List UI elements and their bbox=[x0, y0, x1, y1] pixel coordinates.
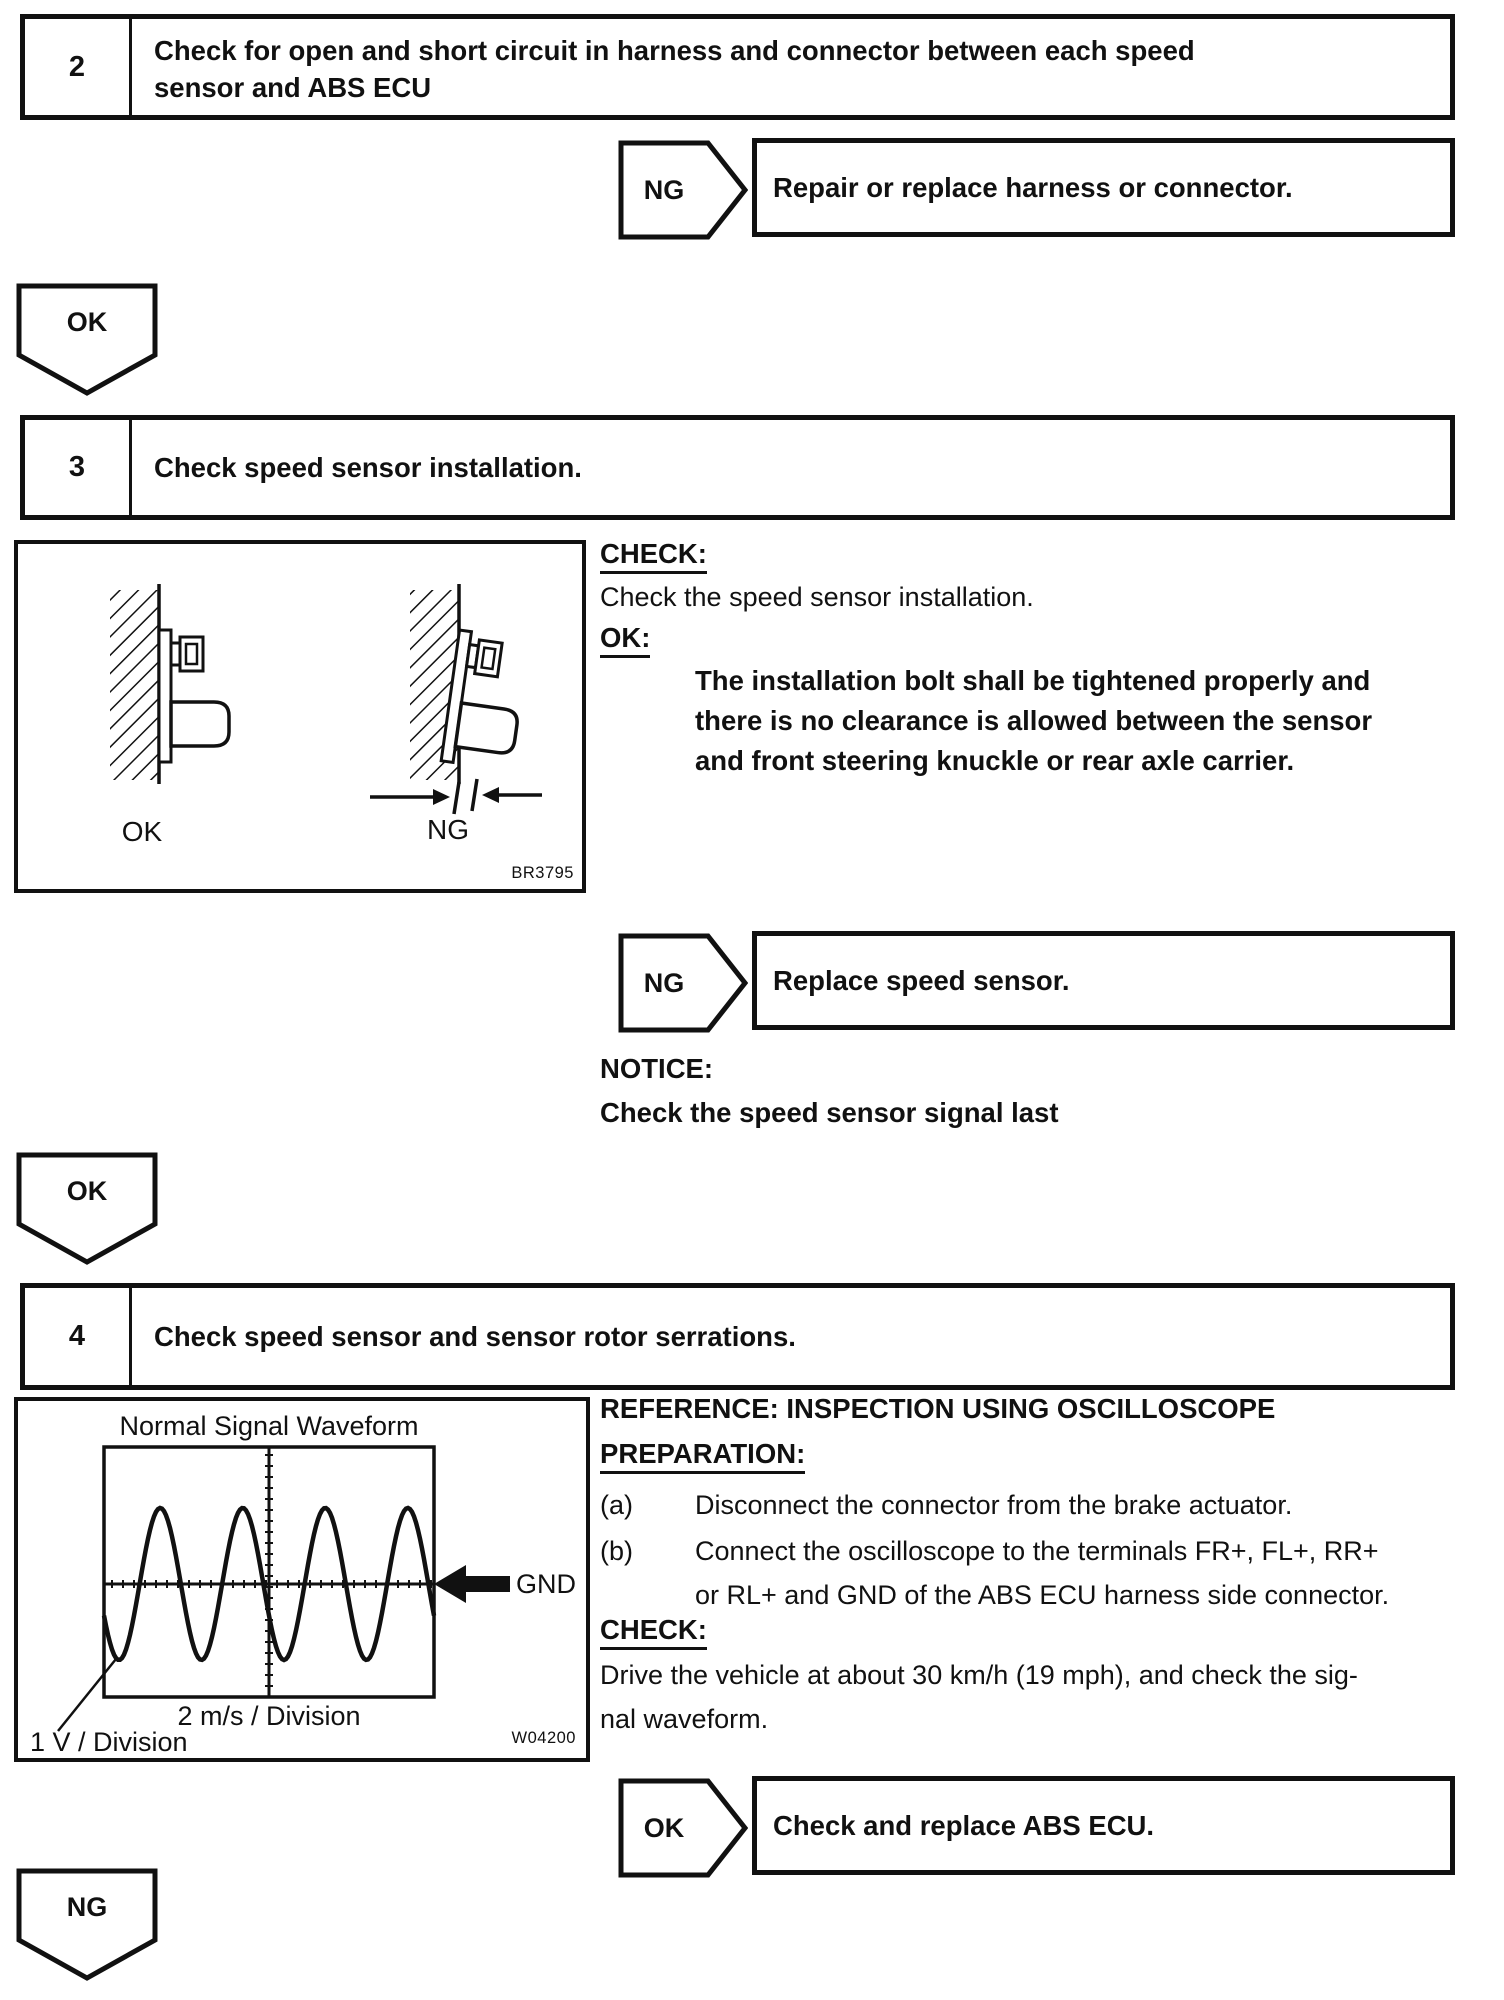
notice-text: Check the speed sensor signal last bbox=[600, 1097, 1059, 1128]
x-scale-label: 2 m/s / Division bbox=[177, 1701, 361, 1731]
step-3-title: Check speed sensor installation. bbox=[154, 452, 582, 483]
result-box-replace-sensor bbox=[752, 931, 1455, 1030]
ok-flow-arrow-1-label: OK bbox=[66, 306, 108, 337]
step-4-check-heading: CHECK: bbox=[600, 1614, 707, 1650]
result-box-repair-harness-text: Repair or replace harness or connector. bbox=[773, 171, 1293, 203]
step-3-check-heading: CHECK: bbox=[600, 538, 707, 574]
sensor-ok-diagram bbox=[110, 584, 229, 784]
step-2-header bbox=[20, 14, 1455, 120]
step-3-ok-heading: OK: bbox=[600, 622, 650, 658]
step-3-ok-spec-line2: there is no clearance is allowed between the sensor bbox=[695, 705, 1373, 736]
waveform-title: Normal Signal Waveform bbox=[119, 1411, 419, 1441]
ok-arrow-3 bbox=[618, 1778, 748, 1878]
clearance-gap-arrows bbox=[370, 779, 542, 814]
step-3-ok-spec-line1: The installation bolt shall be tightened properly and bbox=[695, 665, 1371, 696]
result-box-replace-ecu bbox=[752, 1776, 1455, 1875]
result-box-replace-ecu-text: Check and replace ABS ECU. bbox=[773, 1809, 1155, 1841]
figure-code-w04200: W04200 bbox=[511, 1729, 576, 1747]
prep-item-b-text-line1: Connect the oscilloscope to the terminals FR+, FL+, RR+ bbox=[695, 1536, 1379, 1566]
step-2-title-line1: Check for open and short circuit in harness and connector between each speed bbox=[154, 35, 1195, 66]
ng-arrow-1 bbox=[618, 140, 748, 240]
gnd-arrow-icon bbox=[434, 1565, 510, 1603]
ng-flow-arrow-3-label: NG bbox=[66, 1891, 108, 1922]
step-4-header bbox=[20, 1283, 1455, 1390]
hatched-wall-icon bbox=[110, 590, 159, 780]
sensor-ng-diagram bbox=[370, 584, 542, 814]
step-2-title-line2: sensor and ABS ECU bbox=[154, 72, 432, 103]
prep-item-b-label: (b) bbox=[600, 1536, 633, 1566]
step-4-number: 4 bbox=[25, 1288, 132, 1385]
grid-tick-marks bbox=[112, 1455, 431, 1686]
figure-ok-caption: OK bbox=[121, 816, 163, 847]
ok-flow-arrow-2 bbox=[16, 1152, 158, 1266]
ng-arrow-1-label: NG bbox=[643, 174, 685, 205]
step-3-header bbox=[20, 415, 1455, 520]
ok-flow-arrow-1 bbox=[16, 283, 158, 397]
result-box-replace-sensor-text: Replace speed sensor. bbox=[773, 964, 1070, 996]
step-3-number: 3 bbox=[25, 420, 132, 515]
prep-item-a-label: (a) bbox=[600, 1490, 633, 1520]
result-box-repair-harness bbox=[752, 138, 1455, 237]
ok-arrow-3-label: OK bbox=[643, 1812, 685, 1843]
figure-speed-sensor-installation bbox=[14, 540, 586, 893]
step-4-check-text-line1: Drive the vehicle at about 30 km/h (19 mph), and check the sig- bbox=[600, 1660, 1358, 1690]
ng-arrow-2 bbox=[618, 933, 748, 1033]
y-scale-label: 1 V / Division bbox=[30, 1727, 188, 1757]
notice-heading: NOTICE: bbox=[600, 1053, 714, 1084]
ng-arrow-2-label: NG bbox=[643, 967, 685, 998]
sensor-installation-diagram bbox=[18, 544, 582, 889]
reference-heading: REFERENCE: INSPECTION USING OSCILLOSCOPE bbox=[600, 1393, 1276, 1424]
gnd-label: GND bbox=[516, 1569, 576, 1599]
speed-sensor-icon bbox=[159, 630, 229, 762]
prep-item-a-text: Disconnect the connector from the brake actuator. bbox=[695, 1490, 1293, 1520]
step-2-title bbox=[132, 19, 1217, 115]
step-3-ok-spec-line3: and front steering knuckle or rear axle carrier. bbox=[695, 745, 1295, 776]
step-3-check-text: Check the speed sensor installation. bbox=[600, 582, 1034, 612]
figure-ng-caption: NG bbox=[427, 814, 469, 845]
step-2-number: 2 bbox=[25, 19, 132, 115]
ok-flow-arrow-2-label: OK bbox=[66, 1175, 108, 1206]
ng-flow-arrow-3 bbox=[16, 1868, 158, 1982]
step-4-check-text-line2: nal waveform. bbox=[600, 1704, 769, 1734]
figure-code-br3795: BR3795 bbox=[511, 864, 574, 882]
figure-normal-signal-waveform bbox=[14, 1397, 590, 1762]
prep-item-b-text-line2: or RL+ and GND of the ABS ECU harness side connector. bbox=[695, 1580, 1390, 1610]
step-4-title: Check speed sensor and sensor rotor serrations. bbox=[154, 1321, 796, 1352]
preparation-heading: PREPARATION: bbox=[600, 1438, 805, 1474]
